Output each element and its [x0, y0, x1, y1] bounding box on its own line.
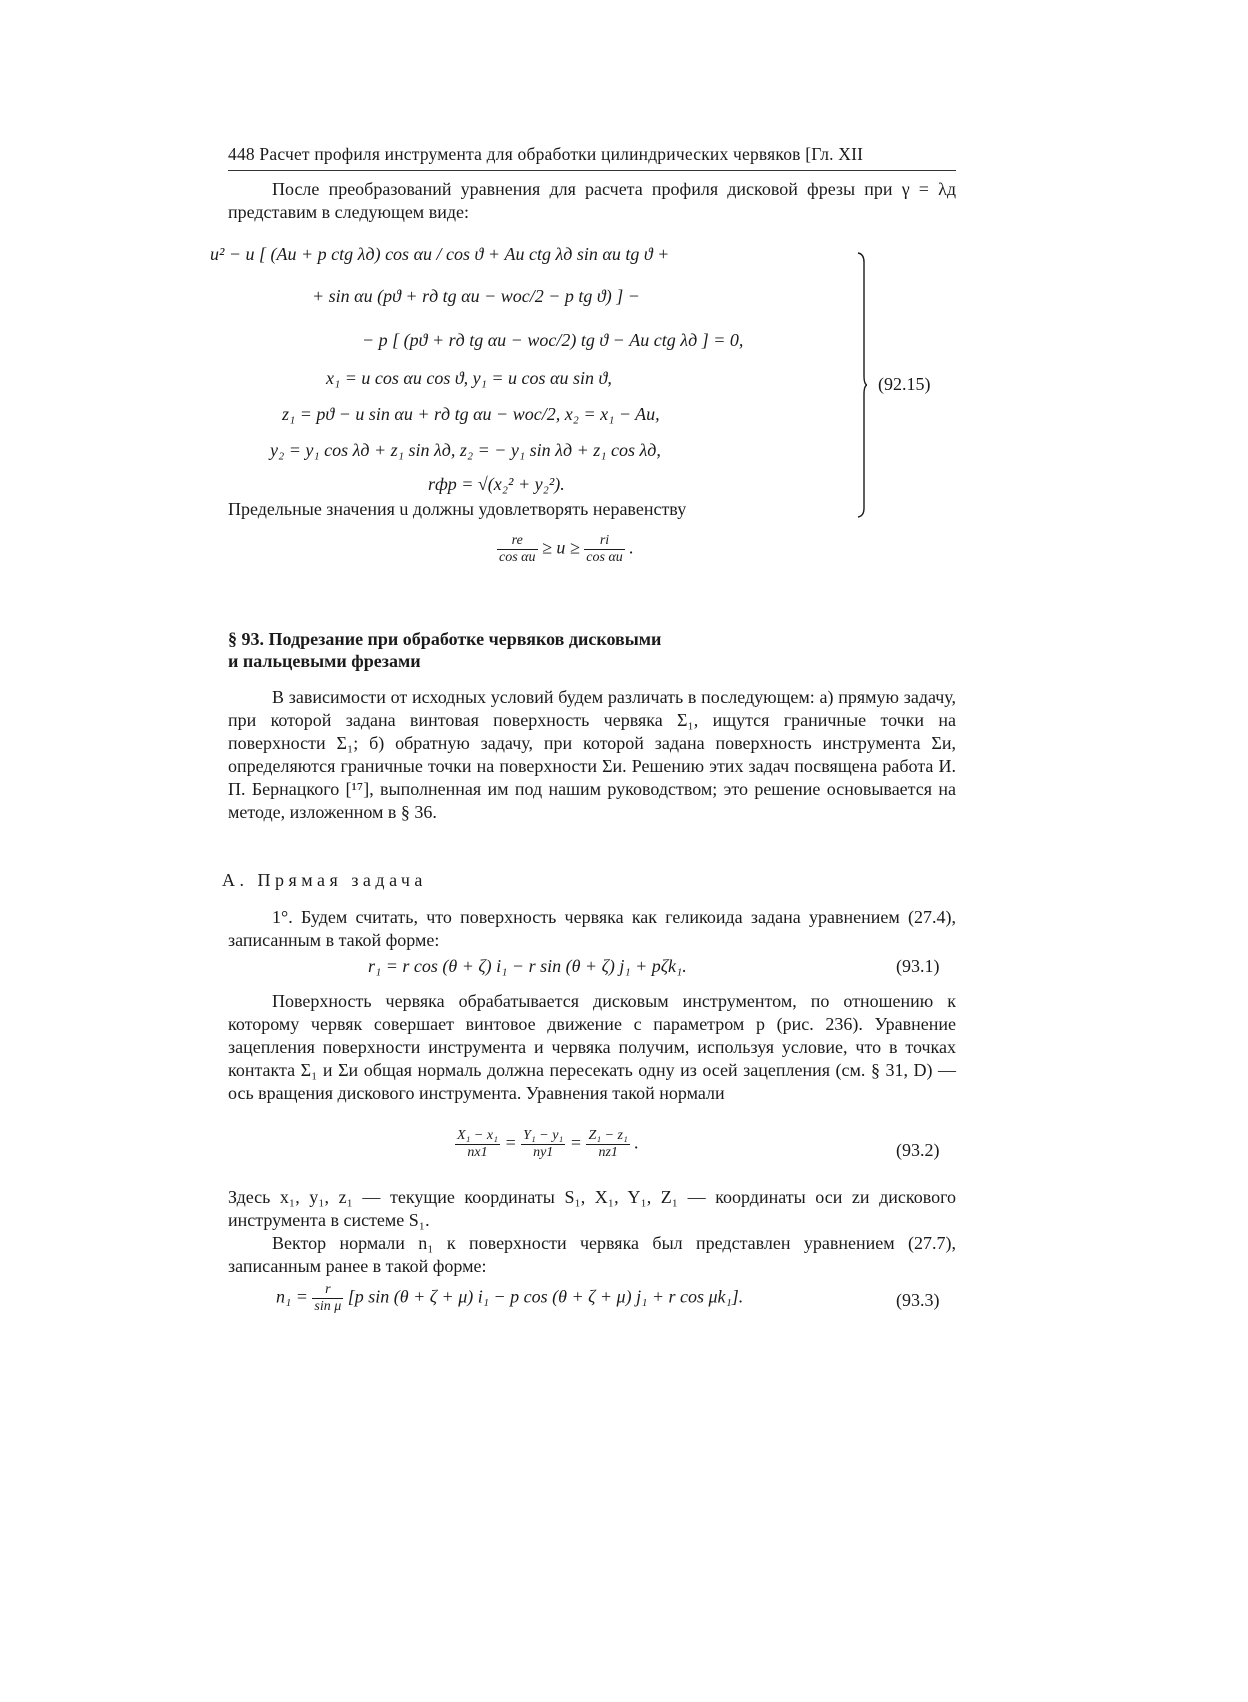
limits-paragraph: Предельные значения u должны удовлетворять неравенству — [228, 499, 687, 519]
subsection-direct-problem: А. Прямая задача — [222, 870, 427, 890]
equation-number-93-2: (93.2) — [896, 1140, 940, 1160]
paragraph-3: Здесь x₁, y₁, z₁ — текущие координаты S₁, X₁, Y₁, Z₁ — координаты оси zи дискового инструмента в системе S₁. — [228, 1187, 956, 1230]
equation-92-15-line7: rфр = √(x₂² + y₂²). — [428, 474, 565, 494]
header-rule — [228, 170, 956, 171]
section-93-title: § 93. Подрезание при обработке червяков дисковыми и пальцевыми фрезами — [228, 629, 662, 671]
paragraph-1: 1°. Будем считать, что поверхность червяка как геликоида задана уравнением (27.4), записанным в такой форме: — [228, 907, 956, 950]
inequality-right-fraction: $\frac{ri}{\text{cos αи}}$ — [586, 533, 623, 565]
equation-93-3: n₁ = $\frac{r}{\text{sin μ}}$ [p sin (θ + ζ + μ) i₁ − p cos (θ + ζ + μ) j₁ + r cos μk₁]. — [276, 1282, 744, 1314]
intro-paragraph: После преобразований уравнения для расчета профиля дисковой фрезы при γ = λд представим в следующем виде: — [228, 179, 956, 222]
running-head: 448 Расчет профиля инструмента для обработки цилиндрических червяков [Гл. XII — [228, 144, 864, 164]
equation-92-15-line3: − p [ (pϑ + rд tg αи − wос/2) tg ϑ − Aи ctg λд ] = 0, — [362, 330, 744, 350]
paragraph-4: Вектор нормали n₁ к поверхности червяка был представлен уравнением (27.7), записанным ранее в такой форме: — [228, 1233, 956, 1276]
equation-number-92-15: (92.15) — [878, 374, 931, 394]
equation-92-15-line4: x₁ = u cos αи cos ϑ, y₁ = u cos αи sin ϑ, — [326, 368, 612, 388]
section-93-paragraph: В зависимости от исходных условий будем различать в последующем: а) прямую задачу, при которой задана винтовая поверхность червяка Σ₁, ищутся граничные точки на поверхности Σ₁; б) обратную задачу, при которой задана поверхность инструмента Σи, определяются граничные точки на поверхности Σи. Решению этих задач посвящена работа И. П. Бернацкого [¹⁷], выполненная им под нашим руководством; это решение основывается на методе, изложенном в § 36. — [228, 687, 956, 822]
limits-inequality: $\frac{re}{\text{cos αи}}$ ≥ u ≥ $\frac{ri}{\text{cos αи}}$ . — [499, 533, 634, 565]
equation-93-2: $\frac{\text{X₁ − x₁}}{nx1}$ = $\frac{\text{Y₁ − y₁}}{ny1}$ = $\frac{\text{Z₁ − z₁}}{nz1}$ . — [457, 1128, 639, 1160]
right-brace — [857, 252, 867, 518]
equation-93-1: r₁ = r cos (θ + ζ) i₁ − r sin (θ + ζ) j₁ + pζk₁. — [368, 956, 687, 976]
paragraph-2: Поверхность червяка обрабатывается дисковым инструментом, по отношению к которому червяк совершает винтовое движение с параметром p (рис. 236). Уравнение зацепления поверхности инструмента и червяка получим, используя условие, что в точках контакта Σ₁ и Σи общая нормаль должна пересекать одну из осей зацепления (см. § 31, D) — ось вращения дискового инструмента. Уравнения такой нормали — [228, 991, 956, 1103]
equation-92-15-line2: + sin αи (pϑ + rд tg αи − wос/2 − p tg ϑ) ] − — [312, 286, 640, 306]
equation-92-15-line5: z₁ = pϑ − u sin αи + rд tg αи − wос/2, x₂ = x₁ − Aи, — [282, 404, 660, 424]
equation-92-15-line6: y₂ = y₁ cos λд + z₁ sin λд, z₂ = − y₁ sin λд + z₁ cos λд, — [270, 440, 661, 460]
equation-number-93-3: (93.3) — [896, 1290, 940, 1310]
inequality-left-fraction: $\frac{re}{\text{cos αи}}$ — [499, 533, 536, 565]
equation-number-93-1: (93.1) — [896, 956, 940, 976]
equation-92-15-line1: u² − u [ (Aи + p ctg λд) cos αи / cos ϑ + Aи ctg λд sin αи tg ϑ + — [210, 244, 670, 264]
